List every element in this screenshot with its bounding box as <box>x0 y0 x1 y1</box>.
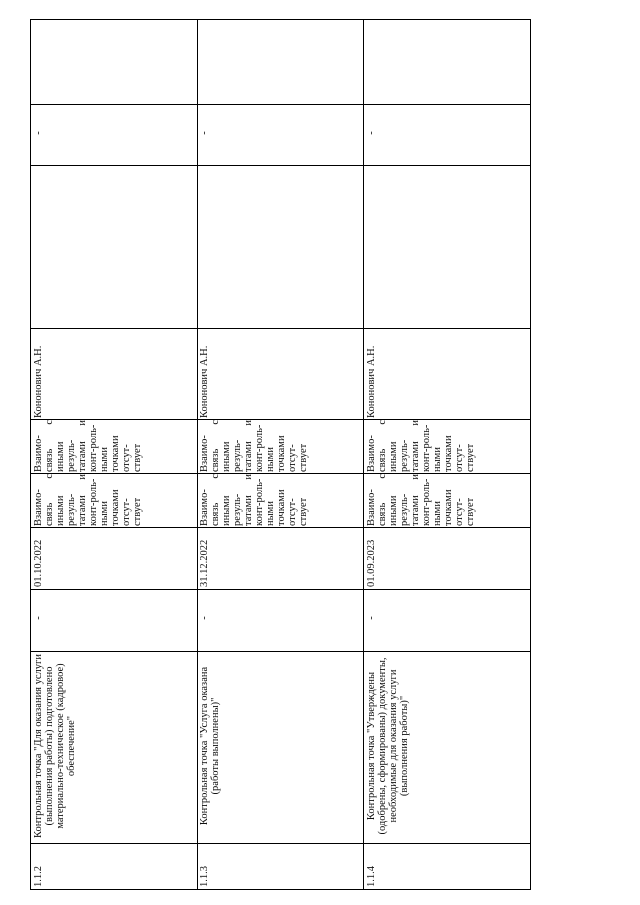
link-prev-text: Взаимо-связь с иными резуль-татами и конт-роль-ными точками отсут-ствует <box>33 474 143 526</box>
row-number: 1.1.2 <box>33 866 44 887</box>
row-number: 1.1.3 <box>199 866 210 887</box>
link-prev-text: Взаимо-связь с иными резуль-татами и конт-роль-ными точками отсут-ствует <box>199 474 309 526</box>
link-next-text: Взаимо-связь с иными резуль-татами и конт-роль-ными точками отсут-ствует <box>366 420 476 472</box>
link-next-text: Взаимо-связь с иными резуль-татами и конт-роль-ными точками отсут-ствует <box>33 420 143 472</box>
row-number: 1.1.4 <box>366 866 377 887</box>
system-value: - <box>33 131 44 135</box>
prev-value: - <box>199 616 210 620</box>
link-next-text: Взаимо-связь с иными резуль-татами и конт-роль-ными точками отсут-ствует <box>199 420 309 472</box>
control-point-name: Контрольная точка "Услуга оказана (работы выполнены)" <box>199 666 221 826</box>
control-point-name: Контрольная точка "Для оказания услуги (выполнения работы) подготовлено материально-техническое (кадровое) обеспечение" <box>33 654 77 838</box>
responsible-person: Кононович А.Н. <box>366 345 377 418</box>
system-value: - <box>366 131 377 135</box>
link-prev-text: Взаимо-связь с иными резуль-татами и конт-роль-ными точками отсут-ствует <box>366 474 476 526</box>
prev-value: - <box>33 616 44 620</box>
responsible-person: Кононович А.Н. <box>33 345 44 418</box>
control-point-name: Контрольная точка "Утверждены (одобрены, сформированы) документы, необходимые для оказания услуги (выполнения работы)" <box>366 657 410 835</box>
deadline-date: 01.09.2023 <box>366 539 377 587</box>
system-value: - <box>199 131 210 135</box>
deadline-date: 31.12.2022 <box>199 539 210 587</box>
responsible-person: Кононович А.Н. <box>199 345 210 418</box>
prev-value: - <box>366 616 377 620</box>
deadline-date: 01.10.2022 <box>33 539 44 587</box>
